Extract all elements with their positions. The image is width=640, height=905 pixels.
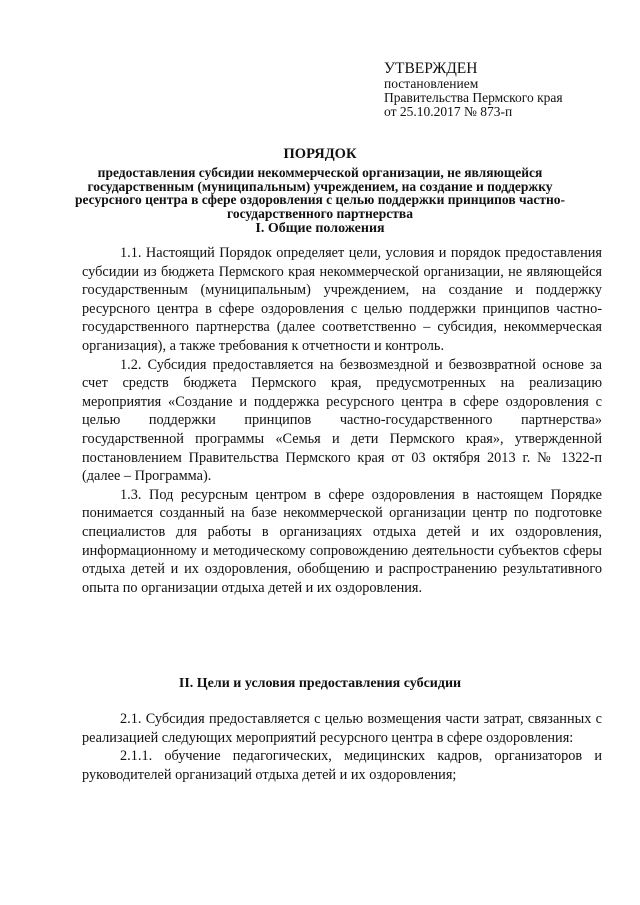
paragraph-1-2: 1.2. Субсидия предоставляется на безвозмездной и безвозвратной основе за счет средств бюджета Пермского края, предусмотренных на реализацию мероприятия «Создание и поддержка ресурсного центра в сфере оздоровления с целью поддержки принципов частно-государственного партнерства» государственной программы «Семья и дети Пермского края», утвержденной постановлением Правительства Пермского края от 03 октября 2013 г. № 1322-п (далее – Программа).	[82, 356, 602, 485]
paragraph-1-1: 1.1. Настоящий Порядок определяет цели, условия и порядок предоставления субсидии из бюджета Пермского края некоммерческой организации, не являющейся государственным (муниципальным) учреждением, на создание и поддержку ресурсного центра в сфере оздоровления с целью поддержки принципов частно-государственного партнерства (далее соответственно – субсидия, некоммерческая организация), а также требования к отчетности и контроль.	[82, 245, 602, 354]
approval-line-3: от 25.10.2017 № 873-п	[384, 104, 513, 119]
section-1-body	[82, 244, 602, 597]
approval-stamp	[384, 60, 624, 119]
paragraph-1-3: 1.3. Под ресурсным центром в сфере оздоровления в настоящем Порядке понимается созданный на базе некоммерческой организации центр по подготовке специалистов для работы в организациях отдыха детей и их оздоровления, информационному и методическому сопровождению деятельности субъектов сферы отдыха детей и их оздоровления, обобщению и распространению результативного опыта по организации отдыха детей и их оздоровления.	[82, 486, 602, 596]
section-1-heading: I. Общие положения	[255, 221, 385, 236]
approval-heading: УТВЕРЖДЕН	[384, 60, 478, 77]
approval-line-2: Правительства Пермского края	[384, 90, 563, 105]
section-2-heading: II. Цели и условия предоставления субсидии	[178, 676, 462, 691]
paragraph-2-1: 2.1. Субсидия предоставляется с целью возмещения части затрат, связанных с реализацией следующих мероприятий ресурсного центра в сфере оздоровления:	[82, 711, 602, 746]
paragraph-2-1-1: 2.1.1. обучение педагогических, медицинских кадров, организаторов и руководителей организаций отдыха детей и их оздоровления;	[82, 748, 602, 783]
document-subtitle: предоставления субсидии некоммерческой организации, не являющейся государственным (муниципальным) учреждением, на создание и поддержку ресурсного центра в сфере оздоровления с целью поддержки принципов частно-государственного партнерства	[74, 165, 565, 221]
section-2-body	[82, 710, 602, 784]
approval-line-1: постановлением	[384, 76, 479, 91]
document-title: ПОРЯДОК	[283, 146, 357, 162]
